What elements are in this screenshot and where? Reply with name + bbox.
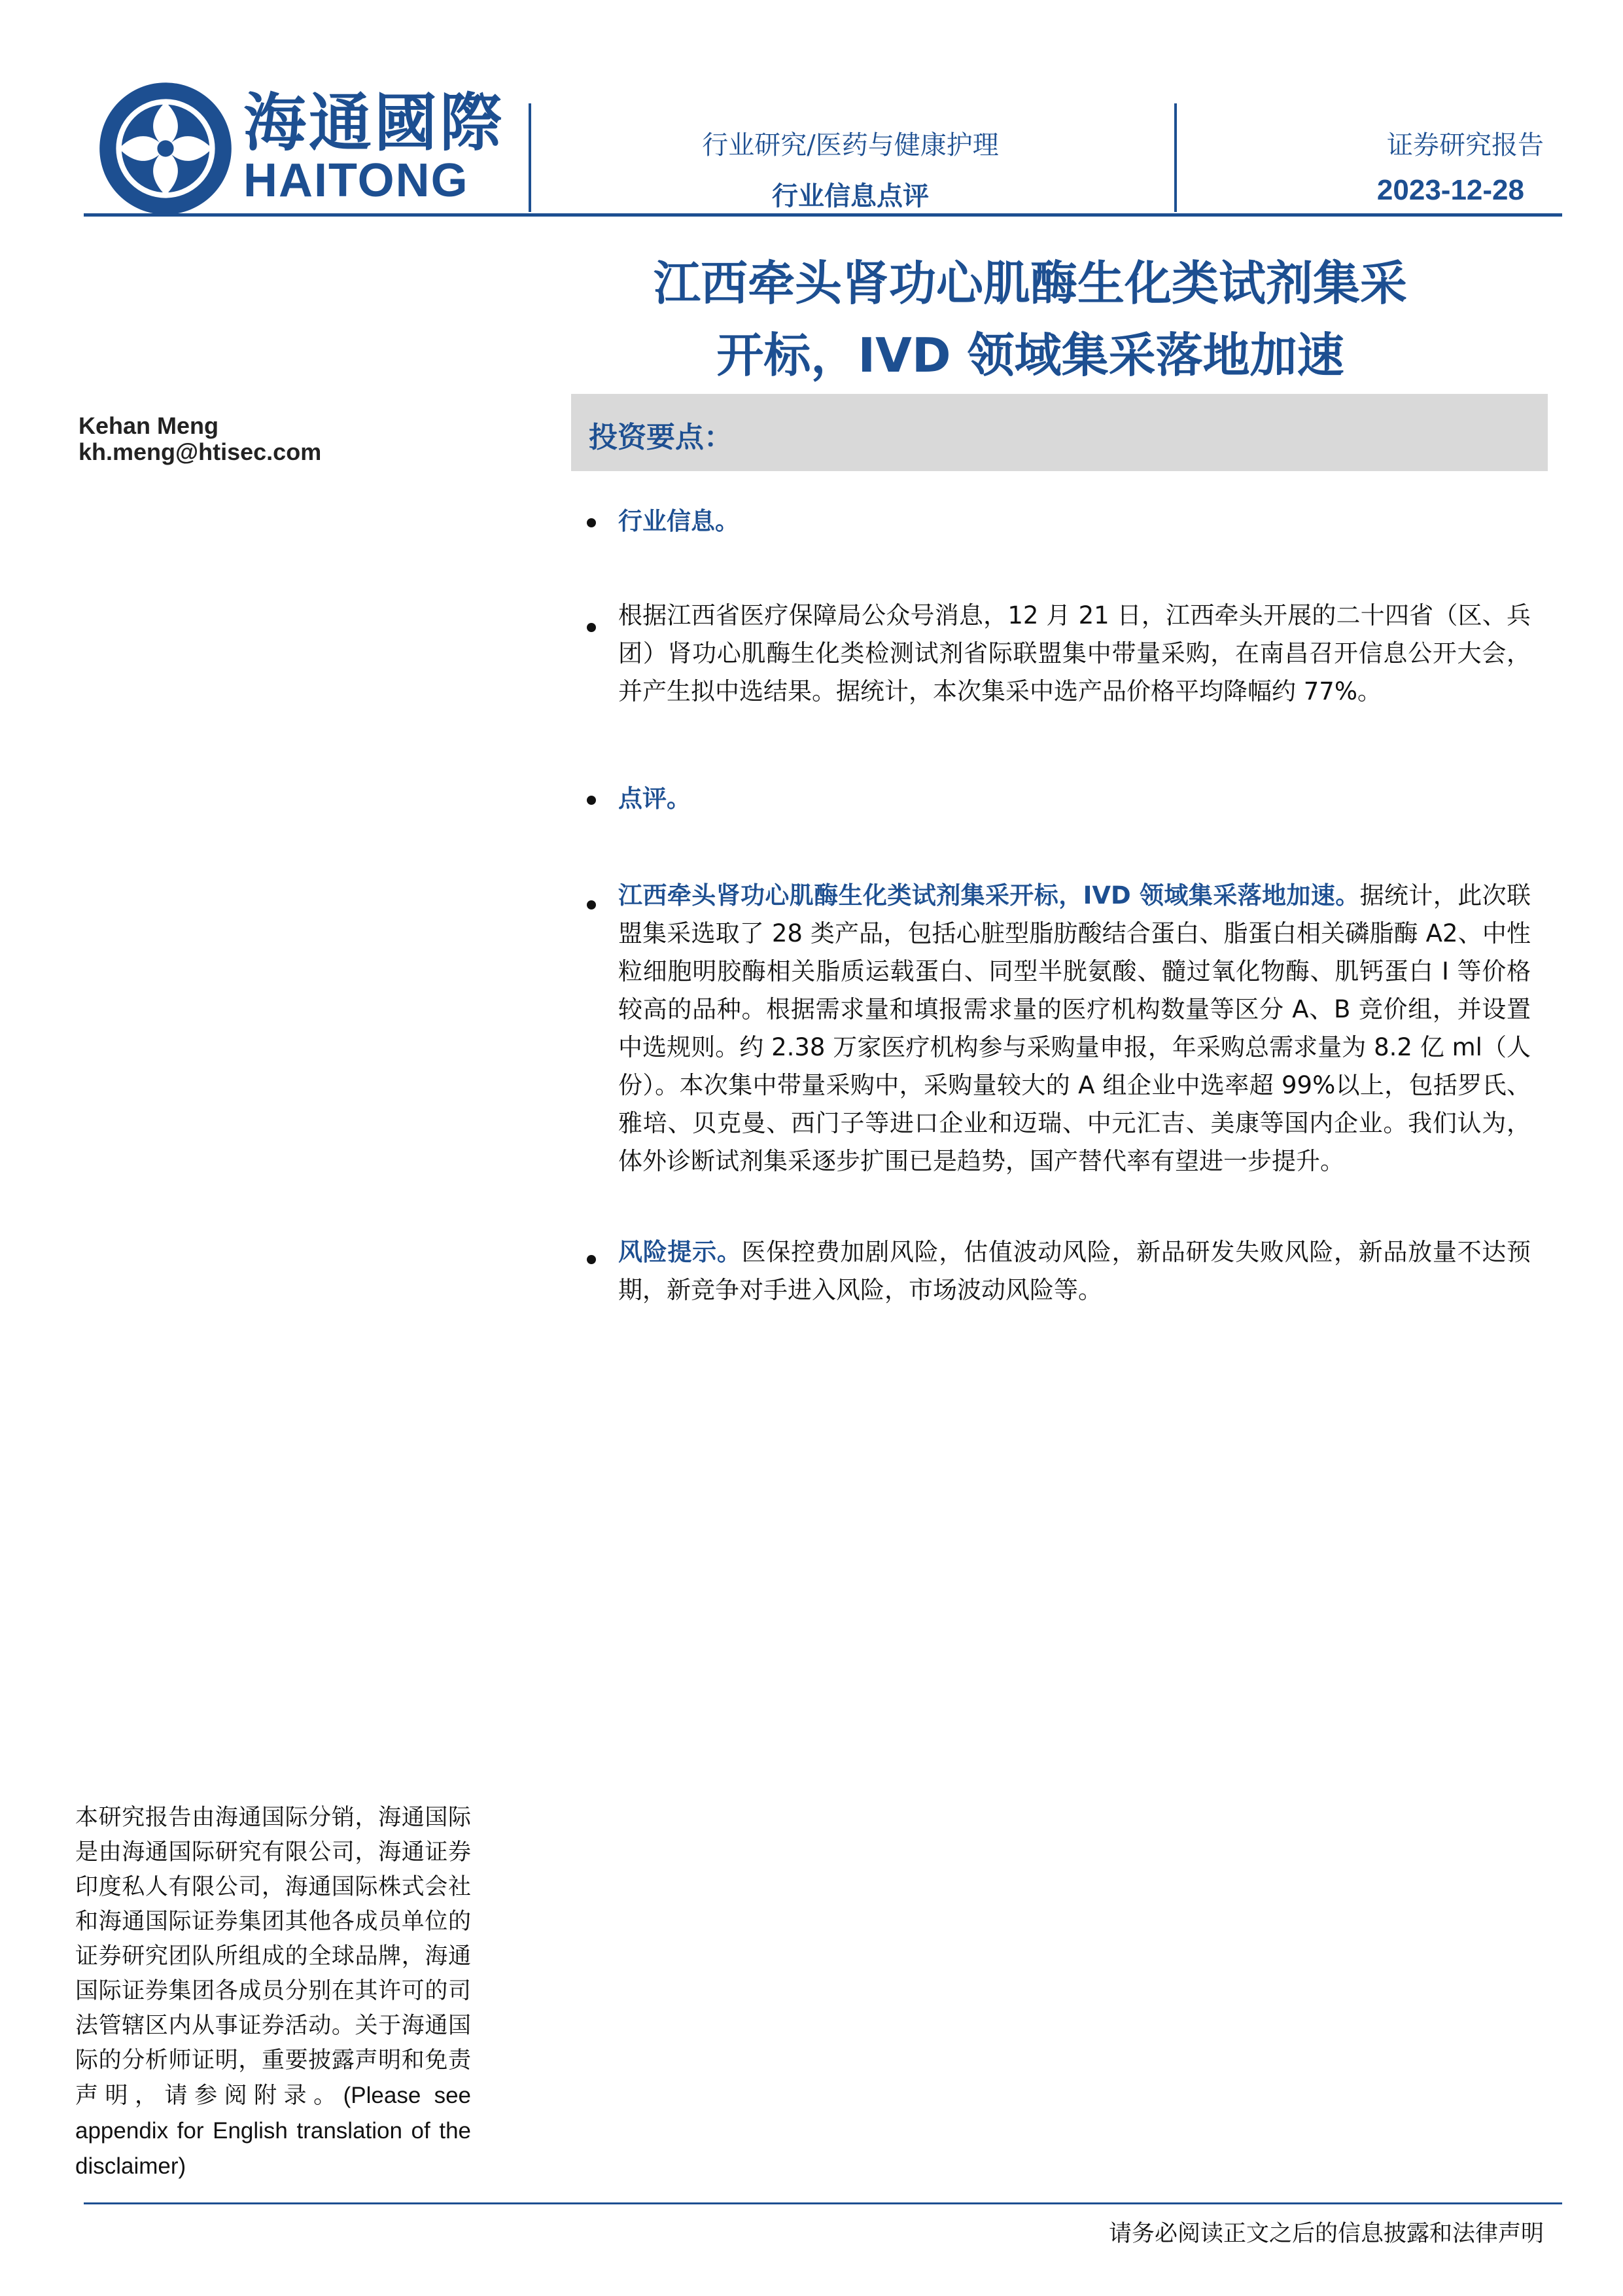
report-title-line-1: 江西牵头肾功心肌酶生化类试剂集采 (653, 256, 1407, 311)
bullet-icon (587, 796, 596, 805)
report-title-line-2: 开标，IVD 领域集采落地加速 (716, 328, 1344, 383)
header-divider (529, 103, 531, 212)
report-category: 行业研究/医药与健康护理 (702, 130, 999, 160)
bullet-text: 据统计，此次联盟集采选取了 28 类产品，包括心脏型脂肪酸结合蛋白、脂蛋白相关磷脂酶 A2、中性粒细胞明胶酶相关脂质运载蛋白、同型半胱氨酸、髓过氧化物酶、肌钙蛋白 I 等价格较高的品种。根据需求量和填报需求量的医疗机构数量等区分 A、B 竞价组，并设置中选规则。约 2.38 万家医疗机构参与采购量申报，年采购总需求量为 8.2 亿 ml（人份）。本次集中带量采购中，采购量较大的 A 组企业中选率超 99%以上，包括罗氏、雅培、贝克曼、西门子等进口企业和迈瑞、中元汇吉、美康等国内企业。我们认为，体外诊断试剂集采逐步扩围已是趋势，国产替代率有望进一步提升。 (618, 881, 1531, 1175)
bullet-icon (587, 518, 596, 527)
bullet-lead: 行业信息。 (618, 507, 739, 535)
document-type: 证券研究报告 (1387, 130, 1544, 160)
disclaimer-cn: 本研究报告由海通国际分销，海通国际是由海通国际研究有限公司，海通证券印度私人有限公司，海通国际株式会社和海通国际证券集团其他各成员单位的证券研究团队所组成的全球品牌，海通国际证券集团各成员分别在其许可的司法管辖区内从事证券活动。关于海通国际的分析师证明，重要披露声明和免责声明，请参阅附录。 (75, 1805, 471, 2109)
bullet-lead: 风险提示。 (618, 1238, 742, 1266)
bullet-icon (587, 623, 596, 632)
bullet-lead: 点评。 (618, 785, 691, 813)
key-points-label: 投资要点： (589, 421, 733, 454)
haitong-logo-icon (97, 80, 234, 217)
logo-wordmark-cn: 海通國際 (243, 86, 505, 160)
bullet-icon (587, 1255, 596, 1264)
bullet-analysis (618, 877, 1531, 1180)
header-rule (84, 213, 1562, 217)
report-type: 行业信息点评 (772, 181, 929, 211)
bullet-icon (587, 900, 596, 910)
bullet-news (618, 597, 1531, 711)
author-name: Kehan Meng (79, 412, 219, 439)
logo-wordmark-en: HAITONG (243, 154, 469, 207)
bullet-text: 根据江西省医疗保障局公众号消息，12 月 21 日，江西牵头开展的二十四省（区、兵团）肾功心肌酶生化类检测试剂省际联盟集中带量采购，在南昌召开信息公开大会，并产生拟中选结果。据统计，本次集采中选产品价格平均降幅约 77%。 (618, 601, 1531, 705)
bullet-lead: 江西牵头肾功心肌酶生化类试剂集采开标，IVD 领域集采落地加速。 (618, 881, 1360, 910)
footer-rule (84, 2202, 1562, 2204)
footer-disclosure-note: 请务必阅读正文之后的信息披露和法律声明 (1108, 2221, 1544, 2247)
bullet-comment (618, 780, 1531, 818)
header-divider (1174, 103, 1177, 212)
report-date: 2023-12-28 (1376, 174, 1524, 206)
bullet-industry-info (618, 503, 1531, 540)
bullet-text: 医保控费加剧风险，估值波动风险，新品研发失败风险，新品放量不达预期，新竞争对手进入风险，市场波动风险等。 (618, 1238, 1531, 1304)
author-email[interactable]: kh.meng@htisec.com (79, 438, 322, 465)
bullet-risk (618, 1233, 1531, 1309)
disclaimer-en: (Please see appendix for English translation of the disclaimer) (75, 2083, 471, 2179)
disclaimer (75, 1801, 471, 2184)
